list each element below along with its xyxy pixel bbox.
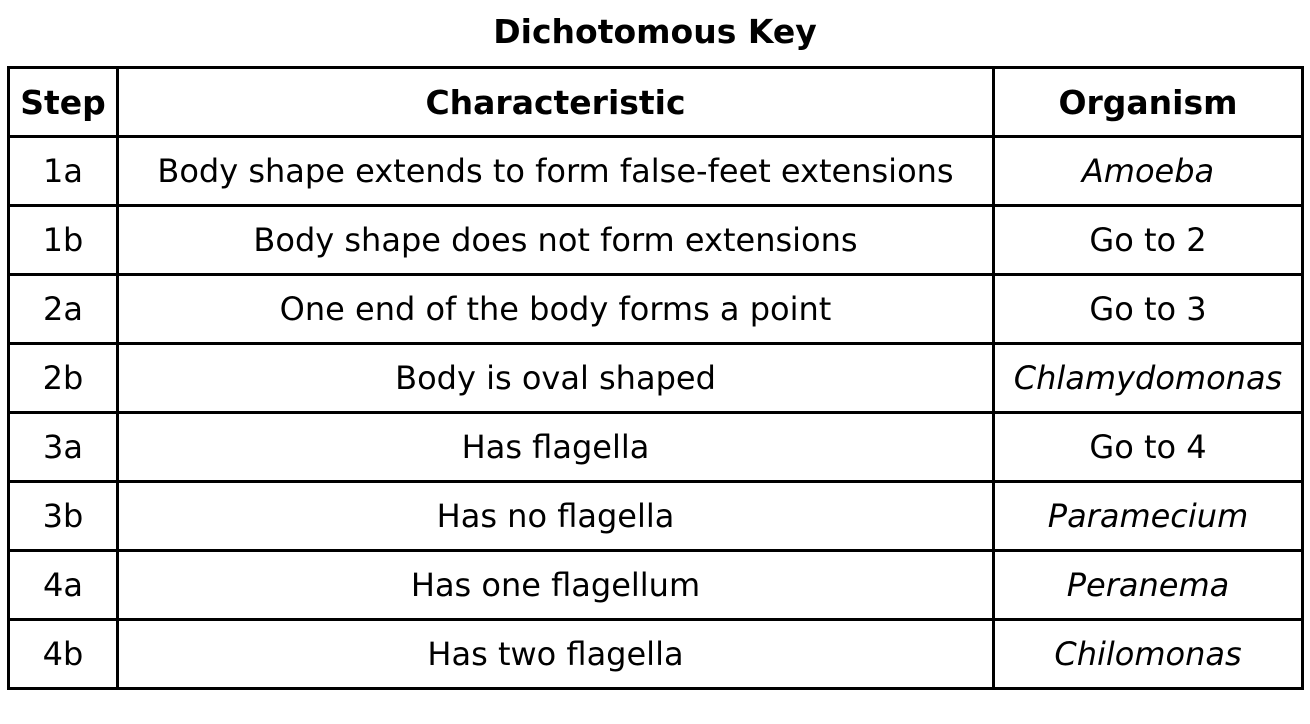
step-cell: 2b bbox=[9, 344, 118, 413]
column-header-step: Step bbox=[9, 68, 118, 137]
column-header-characteristic: Characteristic bbox=[118, 68, 994, 137]
characteristic-cell: Has no flagella bbox=[118, 482, 994, 551]
characteristic-cell: Body is oval shaped bbox=[118, 344, 994, 413]
table-row bbox=[9, 413, 1303, 482]
organism-cell: Paramecium bbox=[994, 482, 1303, 551]
column-header-organism: Organism bbox=[994, 68, 1303, 137]
step-cell: 4a bbox=[9, 551, 118, 620]
organism-cell: Go to 3 bbox=[994, 275, 1303, 344]
organism-cell: Amoeba bbox=[994, 137, 1303, 206]
organism-cell: Peranema bbox=[994, 551, 1303, 620]
organism-cell: Go to 2 bbox=[994, 206, 1303, 275]
organism-cell: Chlamydomonas bbox=[994, 344, 1303, 413]
step-cell: 2a bbox=[9, 275, 118, 344]
characteristic-cell: Has two flagella bbox=[118, 620, 994, 689]
table-row bbox=[9, 482, 1303, 551]
dichotomous-key-table bbox=[7, 66, 1304, 690]
organism-cell: Go to 4 bbox=[994, 413, 1303, 482]
step-cell: 3b bbox=[9, 482, 118, 551]
characteristic-cell: Has one flagellum bbox=[118, 551, 994, 620]
table-row bbox=[9, 275, 1303, 344]
step-cell: 1b bbox=[9, 206, 118, 275]
table-row bbox=[9, 206, 1303, 275]
page-title: Dichotomous Key bbox=[493, 12, 817, 51]
table-row bbox=[9, 344, 1303, 413]
step-cell: 3a bbox=[9, 413, 118, 482]
step-cell: 4b bbox=[9, 620, 118, 689]
table-row bbox=[9, 551, 1303, 620]
step-cell: 1a bbox=[9, 137, 118, 206]
characteristic-cell: Body shape does not form extensions bbox=[118, 206, 994, 275]
header-row bbox=[9, 68, 1303, 137]
organism-cell: Chilomonas bbox=[994, 620, 1303, 689]
table-row bbox=[9, 620, 1303, 689]
characteristic-cell: One end of the body forms a point bbox=[118, 275, 994, 344]
characteristic-cell: Body shape extends to form false-feet extensions bbox=[118, 137, 994, 206]
characteristic-cell: Has flagella bbox=[118, 413, 994, 482]
table-row bbox=[9, 137, 1303, 206]
